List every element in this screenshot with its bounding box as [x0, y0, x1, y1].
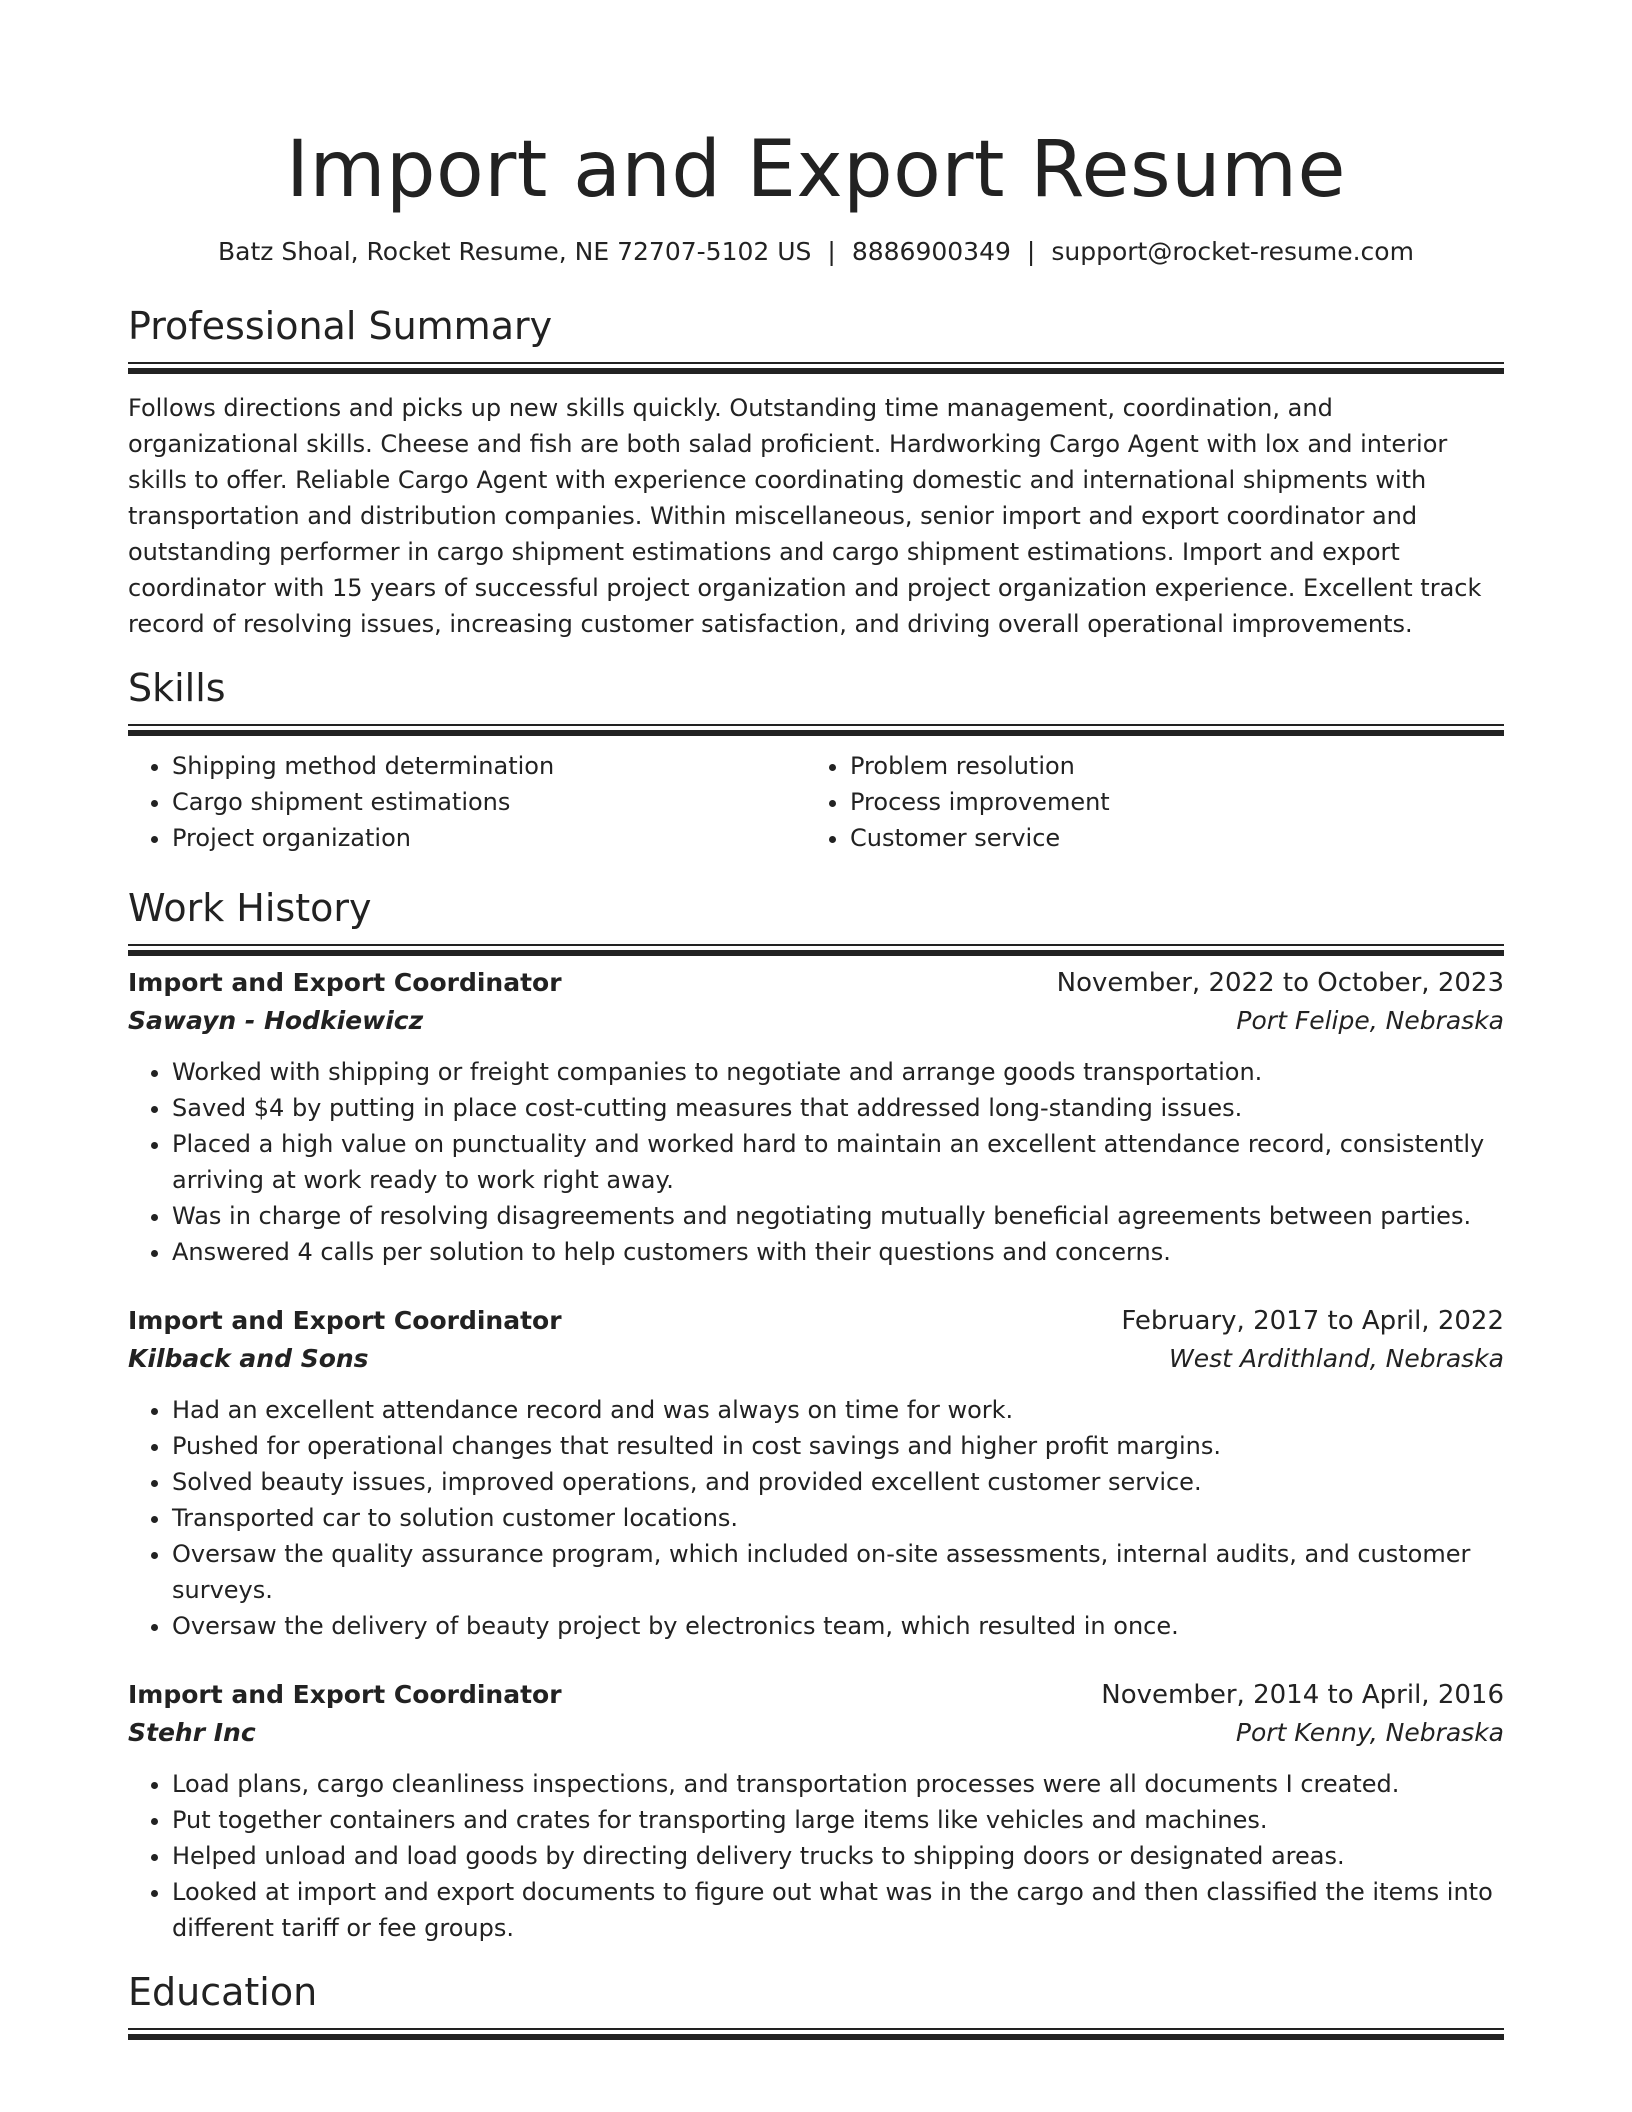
job-location: West Ardithland, Nebraska	[1169, 1344, 1504, 1373]
contact-line	[128, 236, 1504, 268]
skill-item: • Cargo shipment estimations	[172, 784, 806, 820]
job-entry	[128, 1302, 1504, 1644]
job-bullet: • Placed a high value on punctuality and worked hard to maintain an excellent attendance record, consistently arriving at work ready to work right away.	[172, 1126, 1504, 1198]
skills-grid	[128, 748, 1504, 856]
job-title: Import and Export Coordinator	[128, 1306, 562, 1335]
job-entry	[128, 1676, 1504, 1946]
skill-item: • Problem resolution	[850, 748, 1484, 784]
skills-column-left	[128, 748, 806, 856]
contact-separator: |	[827, 237, 836, 266]
job-bullet: • Worked with shipping or freight companies to negotiate and arrange goods transportation.	[172, 1054, 1504, 1090]
contact-address: Batz Shoal, Rocket Resume, NE 72707-5102 US	[218, 237, 812, 266]
job-bullet: • Was in charge of resolving disagreements and negotiating mutually beneficial agreements between parties.	[172, 1198, 1504, 1234]
skill-item: • Process improvement	[850, 784, 1484, 820]
job-title: Import and Export Coordinator	[128, 1680, 562, 1709]
skill-item: • Customer service	[850, 820, 1484, 856]
job-bullet: • Pushed for operational changes that resulted in cost savings and higher profit margins.	[172, 1428, 1504, 1464]
work-history-section	[128, 884, 1504, 1946]
skill-item: • Shipping method determination	[172, 748, 806, 784]
skill-item: • Project organization	[172, 820, 806, 856]
job-location: Port Kenny, Nebraska	[1235, 1718, 1504, 1747]
summary-section	[128, 302, 1504, 642]
job-bullet: • Saved $4 by putting in place cost-cutting measures that addressed long-standing issues.	[172, 1090, 1504, 1126]
contact-email: support@rocket-resume.com	[1051, 237, 1414, 266]
job-location: Port Felipe, Nebraska	[1236, 1006, 1504, 1035]
job-title: Import and Export Coordinator	[128, 968, 562, 997]
job-company: Stehr Inc	[128, 1718, 256, 1747]
section-heading-education: Education	[128, 1970, 318, 2014]
job-bullet: • Had an excellent attendance record and was always on time for work.	[172, 1392, 1504, 1428]
job-bullet: • Looked at import and export documents to figure out what was in the cargo and then classified the items into different tariff or fee groups.	[172, 1874, 1504, 1946]
resume-page	[128, 0, 1504, 2030]
job-dates: November, 2022 to October, 2023	[1056, 968, 1504, 998]
job-dates: February, 2017 to April, 2022	[1121, 1306, 1504, 1336]
job-bullet: • Oversaw the delivery of beauty project by electronics team, which resulted in once.	[172, 1608, 1504, 1644]
section-divider	[128, 2028, 1504, 2030]
job-bullet: • Solved beauty issues, improved operations, and provided excellent customer service.	[172, 1464, 1504, 1500]
section-divider	[128, 362, 1504, 364]
job-bullet: • Load plans, cargo cleanliness inspections, and transportation processes were all documents I created.	[172, 1766, 1504, 1802]
resume-title: Import and Export Resume	[285, 125, 1347, 215]
skills-section	[128, 664, 1504, 856]
job-bullet: • Put together containers and crates for transporting large items like vehicles and machines.	[172, 1802, 1504, 1838]
job-bullet: • Transported car to solution customer locations.	[172, 1500, 1504, 1536]
skills-column-right	[806, 748, 1484, 856]
job-company: Sawayn - Hodkiewicz	[128, 1006, 424, 1035]
section-divider	[128, 944, 1504, 946]
contact-phone: 8886900349	[851, 237, 1011, 266]
summary-text: Follows directions and picks up new skills quickly. Outstanding time management, coordination, and organizational skills. Cheese and fish are both salad proficient. Hardworking Cargo Agent with lox and interior skills to offer. Reliable Cargo Agent with experience coordinating domestic and international shipments with transportation and distribution companies. Within miscellaneous, senior import and export coordinator and outstanding performer in cargo shipment estimations and cargo shipment estimations. Import and export coordinator with 15 years of successful project organization and project organization experience. Excellent track record of resolving issues, increasing customer satisfaction, and driving overall operational improvements.	[128, 394, 1482, 638]
section-divider	[128, 724, 1504, 726]
section-heading-skills: Skills	[128, 666, 226, 710]
section-heading-work-history: Work History	[128, 886, 372, 930]
contact-separator: |	[1026, 237, 1036, 266]
job-bullet: • Answered 4 calls per solution to help customers with their questions and concerns.	[172, 1234, 1504, 1270]
job-dates: November, 2014 to April, 2016	[1101, 1680, 1504, 1710]
job-bullet: • Oversaw the quality assurance program, which included on-site assessments, internal audits, and customer surveys.	[172, 1536, 1504, 1608]
job-company: Kilback and Sons	[128, 1344, 369, 1373]
job-entry	[128, 964, 1504, 1270]
section-heading-summary: Professional Summary	[128, 304, 553, 348]
job-bullet: • Helped unload and load goods by directing delivery trucks to shipping doors or designated areas.	[172, 1838, 1504, 1874]
education-section	[128, 1968, 1504, 2030]
